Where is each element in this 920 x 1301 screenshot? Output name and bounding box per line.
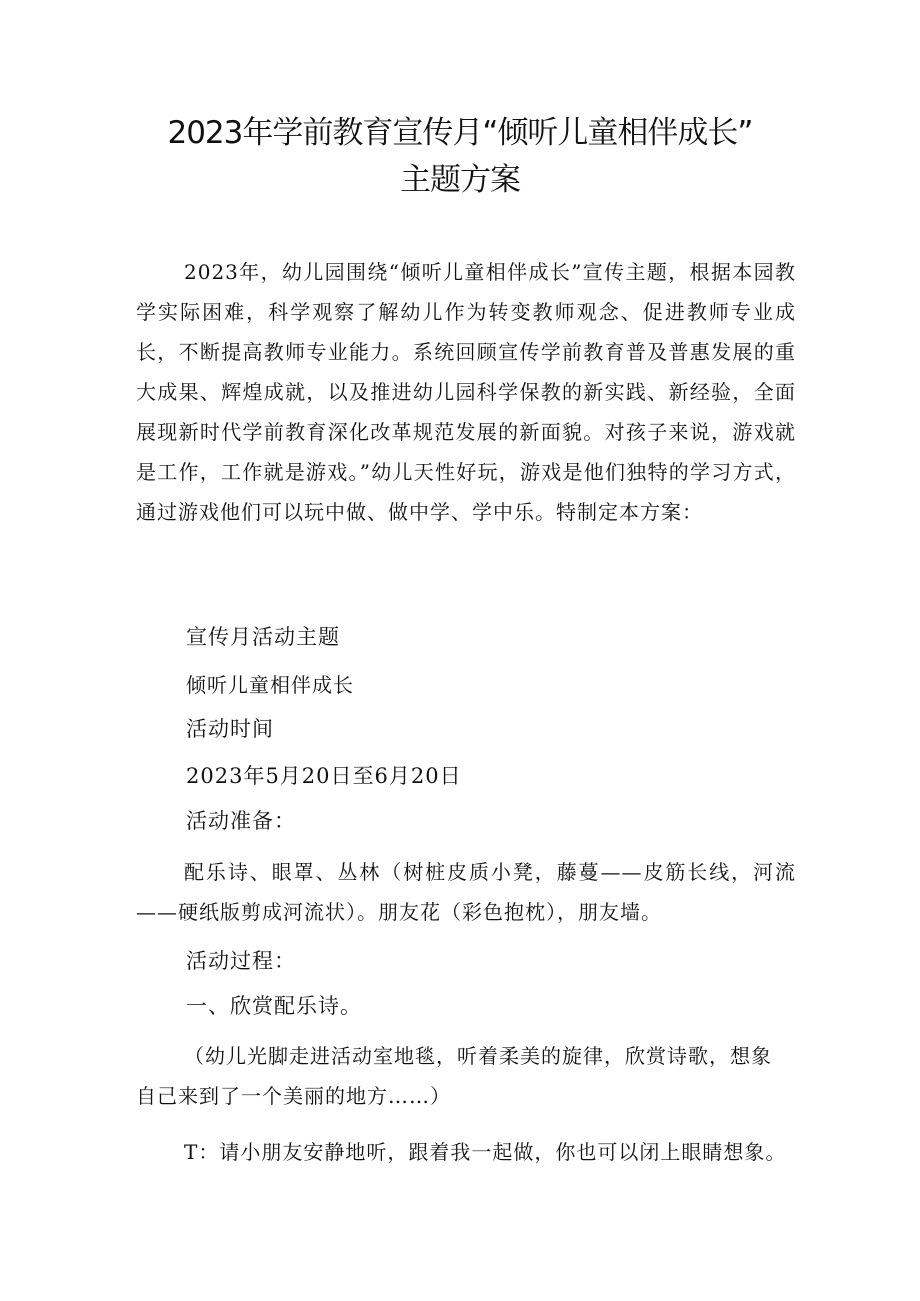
- document-title-line-2: 主题方案: [400, 162, 520, 198]
- time-heading: 活动时间: [186, 717, 274, 741]
- step-1-note: （幼儿光脚走进活动室地毯，听着柔美的旋律，欣赏诗歌，想象自己来到了一个美丽的地方……）: [136, 1044, 772, 1108]
- prep-heading: 活动准备：: [186, 809, 296, 833]
- theme-value: 倾听儿童相伴成长: [186, 673, 354, 697]
- time-value: 2023年5月20日至6月20日: [186, 764, 462, 788]
- prep-paragraph: 配乐诗、眼罩、丛林（树桩皮质小凳，藤蔓——皮筋长线，河流——硬纸版剪成河流状）。朋友花（彩色抱枕），朋友墙。: [136, 860, 796, 924]
- theme-heading: 宣传月活动主题: [186, 625, 340, 649]
- document-title-line-1: 2023年学前教育宣传月“倾听儿童相伴成长”: [167, 115, 753, 151]
- intro-paragraph: 2023年，幼儿园围绕“倾听儿童相伴成长”宣传主题，根据本园教学实际困难，科学观察了解幼儿作为转变教师观念、促进教师专业成长，不断提高教师专业能力。系统回顾宣传学前教育普及普惠发展的重大成果、辉煌成就，以及推进幼儿园科学保教的新实践、新经验，全面展现新时代学前教育深化改革规范发展的新面貌。对孩子来说，游戏就是工作，工作就是游戏。”幼儿天性好玩，游戏是他们独特的学习方式，通过游戏他们可以玩中做、做中学、学中乐。特制定本方案：: [136, 260, 796, 524]
- step-1-heading: 一、欣赏配乐诗。: [186, 994, 362, 1018]
- process-heading: 活动过程：: [186, 949, 296, 973]
- teacher-line: T：请小朋友安静地听，跟着我一起做，你也可以闭上眼睛想象。: [184, 1140, 787, 1164]
